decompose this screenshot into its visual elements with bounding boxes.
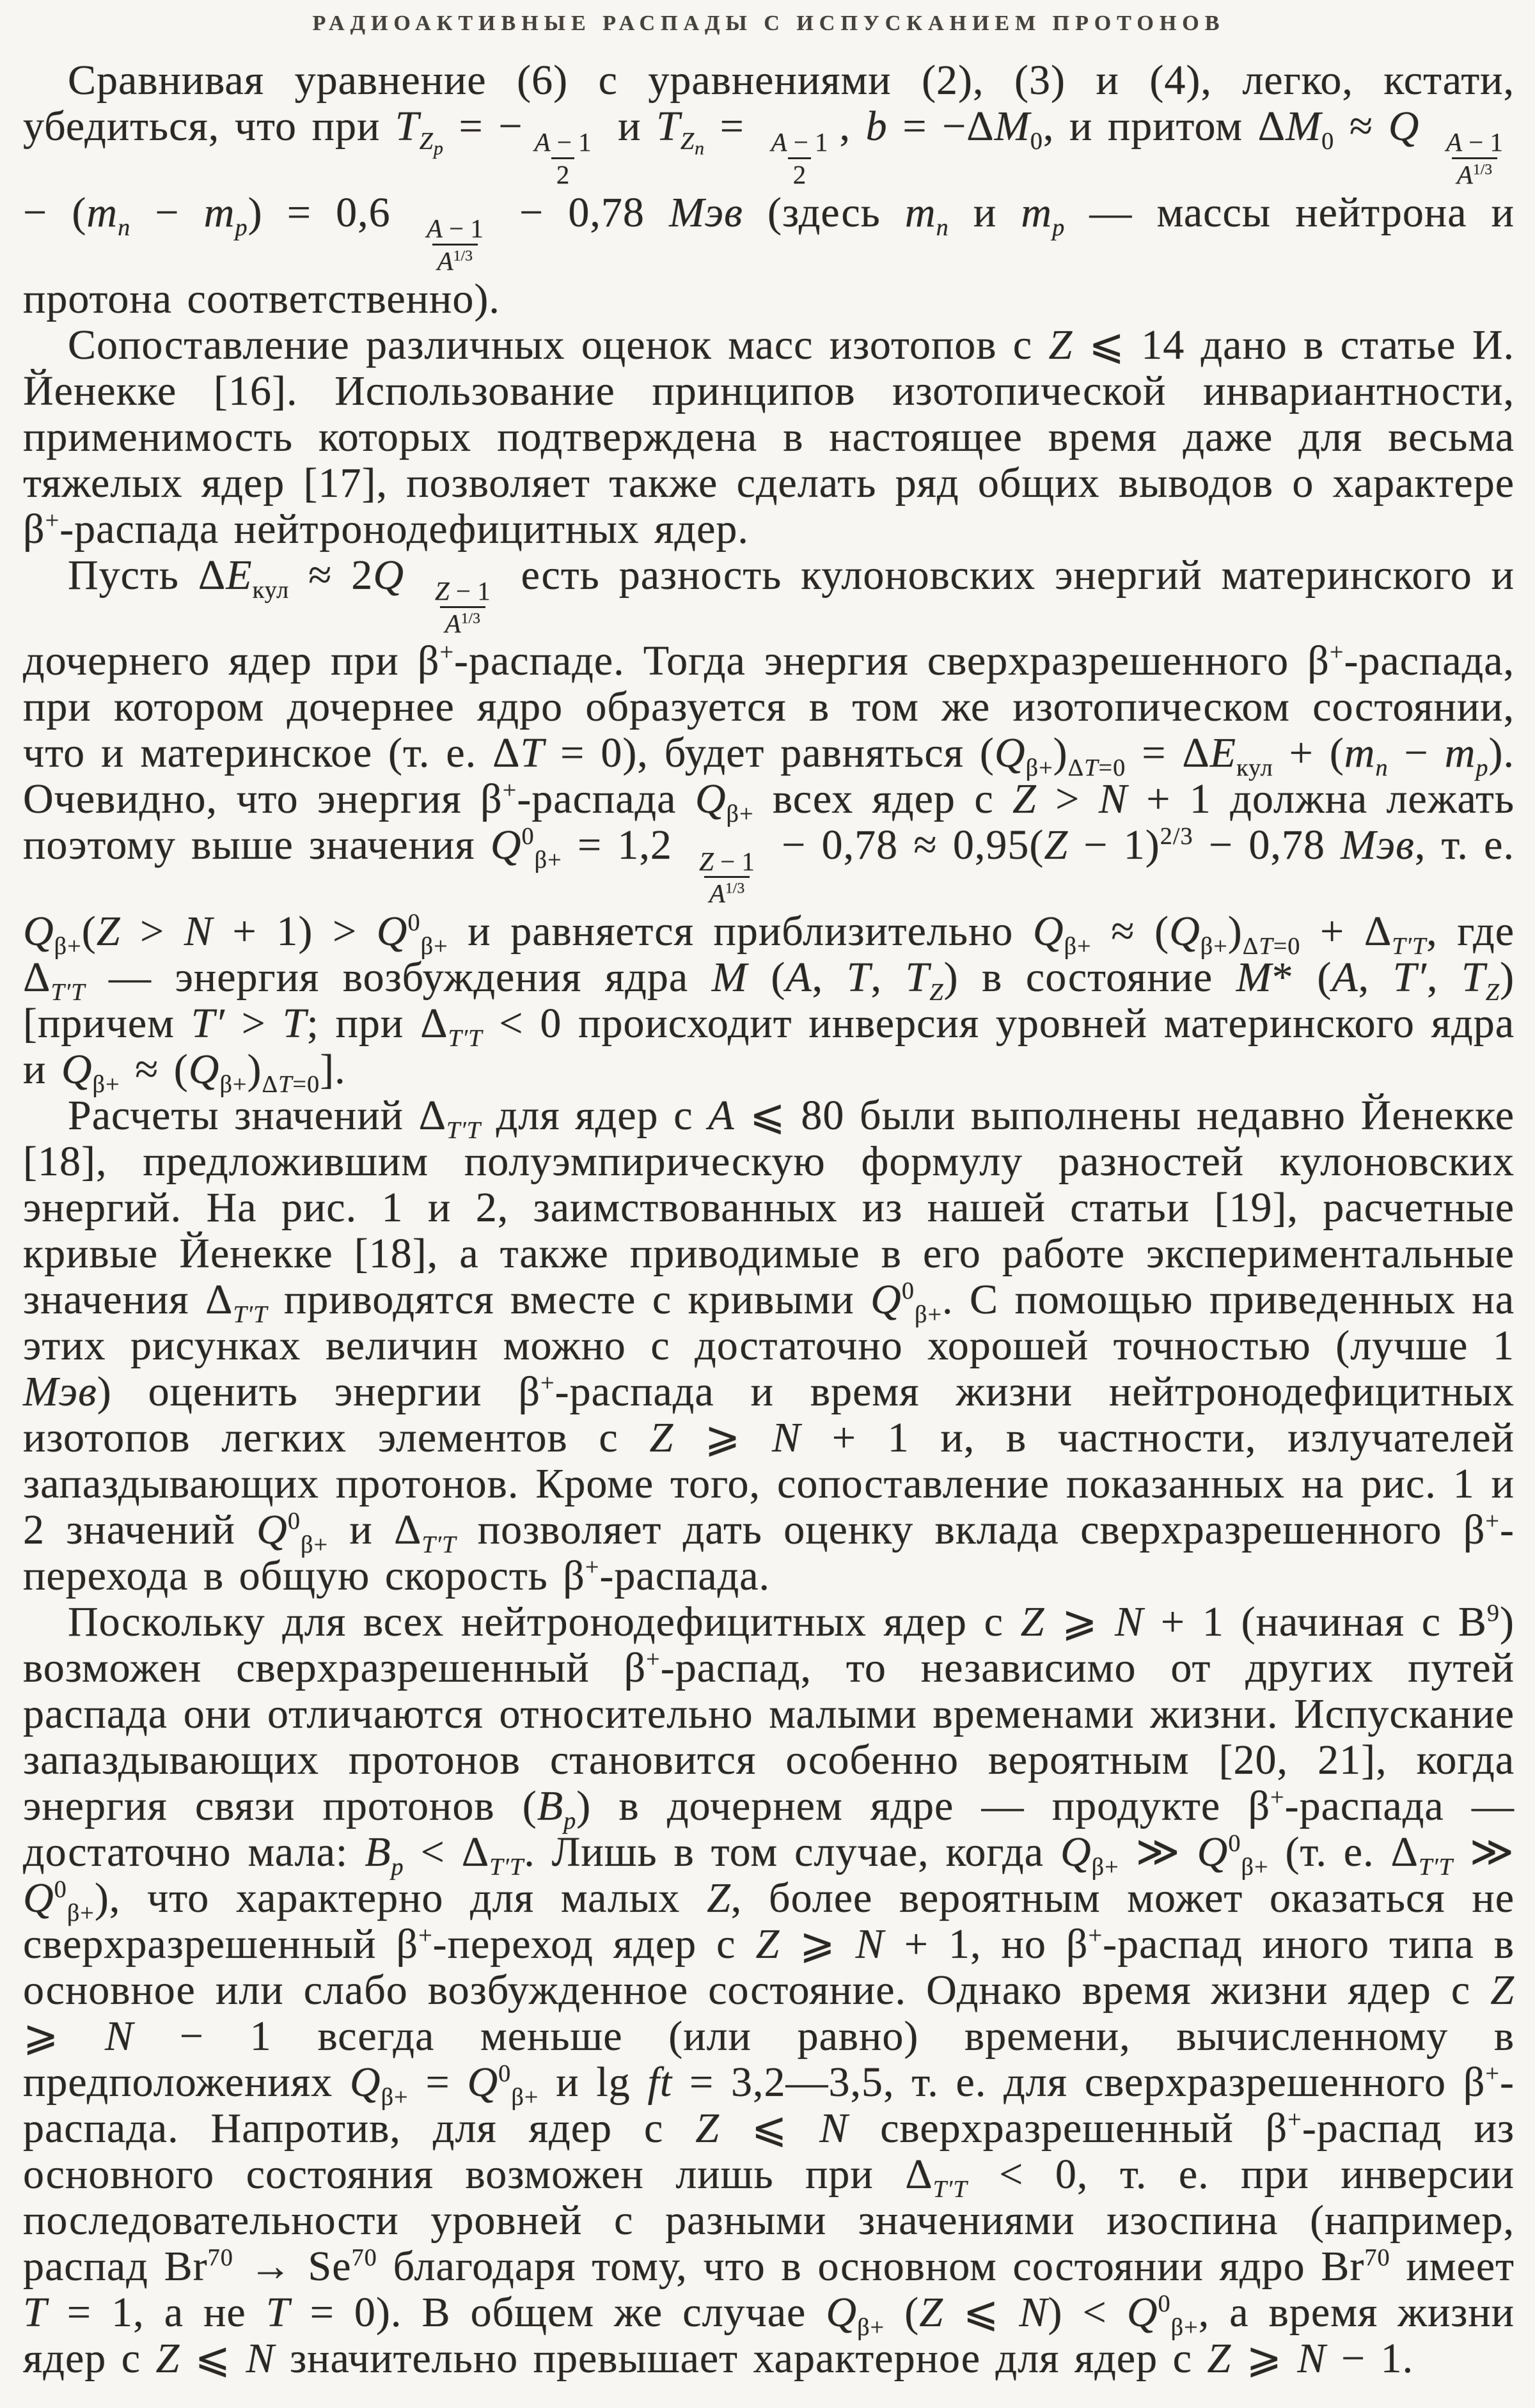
paragraph: Сравнивая уравнение (6) с уравнениями (2), (3) и (4), легко, кстати, убедиться, что при $T_{Z_p}$ = − $\frac{A - 1}{2}$ и $T_{Z_n}$ = $\frac{A - 1}{2}$ , $b = -\Delta M_0$, и притом $\Delta M_0 \approx Q$ $\frac{A - 1}{A^{1/3}}$ − $(m_n - m_p) = 0,6$ $\frac{A - 1}{A^{1/3}}$ − 0,78 Мэв (здесь $m_n$ и $m_p$ — массы нейтрона и протона соответственно).: [23, 57, 1515, 322]
paragraph: Поскольку для всех нейтронодефицитных ядер с Z ⩾ N + 1 (начиная с $B^9$) возможен сверхразрешенный β+-распад, то независимо от других путей распада они отличаются относительно малыми временами жизни. Испускание запаздывающих протонов становится особенно вероятным [20, 21], когда энергия связи протонов $(B_p)$ в дочернем ядре — продукте β+-распада — достаточно мала: $B_p < \Delta_{T'T}$. Лишь в том случае, когда $Q_{\beta+}$ ≫ $Q^0_{\beta+}$ (т. е. $\Delta_{T'T}$ ≫ $Q^0_{\beta+}$), что характерно для малых Z, более вероятным может оказаться не сверхразрешенный β+-переход ядер с Z ⩾ N + 1, но β+-распад иного типа в основное или слабо возбужденное состояние. Однако время жизни ядер с Z ⩾ N − 1 всегда меньше (или равно) времени, вычисленному в предположениях $Q_{\beta+} = Q^0_{\beta+}$ и lg ft = 3,2—3,5, т. е. для сверхразрешенного β+-распада. Напротив, для ядер с Z ⩽ N сверхразрешенный β+-распад из основного состояния возможен лишь при $\Delta_{T'T} < 0$, т. е. при инверсии последовательности уровней с разными значениями изоспина (например, распад $Br^{70} \to Se^{70}$ благодаря тому, что в основном состоянии ядро Br$^{70}$ имеет T = 1, а не T = 0). В общем же случае $Q_{\beta+}$ (Z ⩽ $N) < Q^0_{\beta+}$, а время жизни ядер с Z ⩽ N значительно превышает характерное для ядер с Z ⩾ N − 1.: [23, 1599, 1515, 2382]
running-head: РАДИОАКТИВНЫЕ РАСПАДЫ С ИСПУСКАНИЕМ ПРОТОНОВ: [312, 12, 1225, 35]
paragraph: Сопоставление различных оценок масс изотопов с Z ⩽ 14 дано в статье И. Йенекке [16]. Использование принципов изотопической инвариантности, применимость которых подтверждена в настоящее время даже для весьма тяжелых ядер [17], позволяет также сделать ряд общих выводов о характере β+-распада нейтронодефицитных ядер.: [23, 321, 1515, 552]
paragraph: Пусть $\Delta E_{кул} \approx 2Q$ $\frac{Z - 1}{A^{1/3}}$ есть разность кулоновских энергий материнского и дочернего ядер при β+-распаде. Тогда энергия сверхразрешенного β+-распада, при котором дочернее ядро образуется в том же изотопическом состоянии, что и материнское (т. е. ΔT = 0), будет равняться $(Q_{\beta+})_{\Delta T=0} = \Delta E_{кул} + (m_n - m_p)$. Очевидно, что энергия β+-распада $Q_{\beta+}$ всех ядер с Z > N + 1 должна лежать поэтому выше значения $Q^0_{\beta+} = 1,2$ $\frac{Z - 1}{A^{1/3}}$ − $0,78 \approx 0,95(Z - 1)^{2/3} - 0,78$ Мэв, т. е. $Q_{\beta+}(Z > N + 1) > Q^0_{\beta+}$ и равняется приблизительно $Q_{\beta+} \approx (Q_{\beta+})_{\Delta T=0} + \Delta_{T'T}$, где $\Delta_{T'T}$ — энергия возбуждения ядра M (A, T, $T_Z$) в состояние M* (A, T′, $T_Z$) [причем T′ > T; при $\Delta_{T'T} < 0$ происходит инверсия уровней материнского ядра и $Q_{\beta+} \approx (Q_{\beta+})_{\Delta T=0}$].: [23, 551, 1515, 1098]
paragraph: Расчеты значений $\Delta_{T'T}$ для ядер с A ⩽ 80 были выполнены недавно Йенекке [18], предложившим полуэмпирическую формулу разностей кулоновских энергий. На рис. 1 и 2, заимствованных из нашей статьи [19], расчетные кривые Йенекке [18], а также приводимые в его работе экспериментальные значения $\Delta_{T'T}$ приводятся вместе с кривыми $Q^0_{\beta+}$. С помощью приведенных на этих рисунках величин можно с достаточно хорошей точностью (лучше 1 Мэв) оценить энергии β+-распада и время жизни нейтронодефицитных изотопов легких элементов с Z ⩾ N + 1 и, в частности, излучателей запаздывающих протонов. Кроме того, сопоставление показанных на рис. 1 и 2 значений $Q^0_{\beta+}$ и $\Delta_{T'T}$ позволяет дать оценку вклада сверхразрешенного β+-перехода в общую скорость β+-распада.: [23, 1092, 1515, 1600]
page-body: [23, 58, 1515, 2382]
